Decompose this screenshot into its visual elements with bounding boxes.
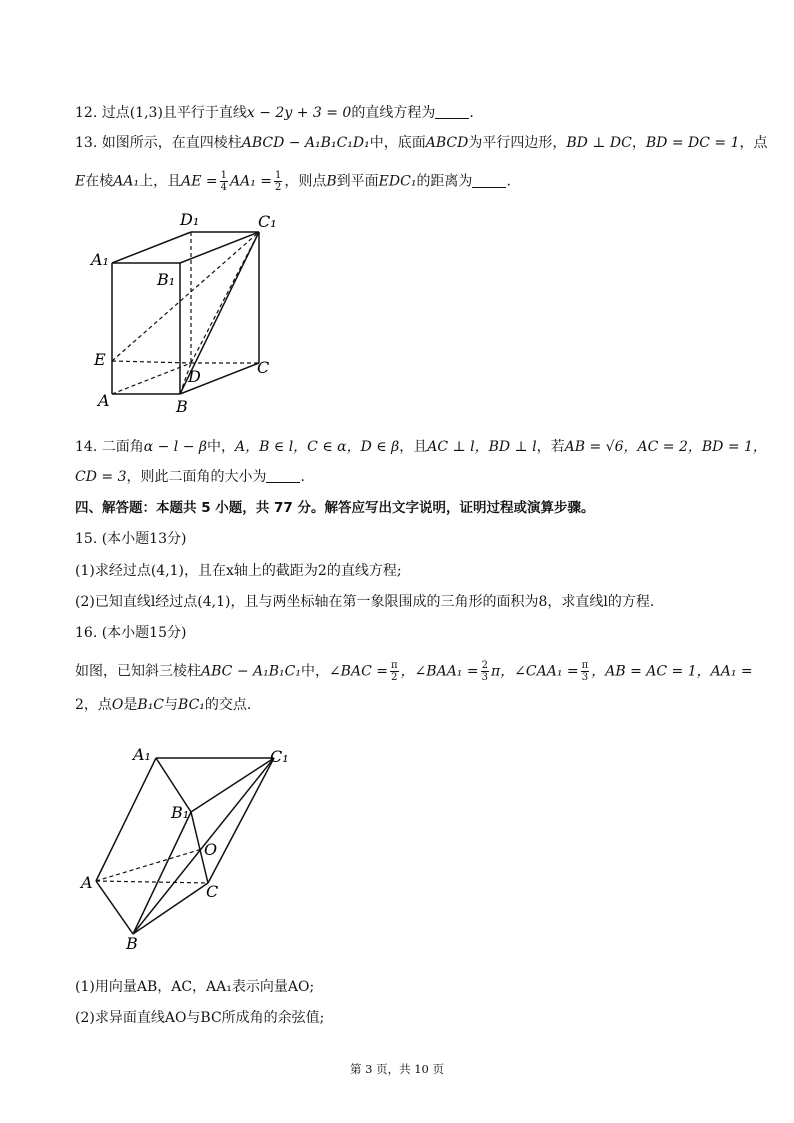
question-14-line1 (75, 437, 767, 457)
q13-point: E (75, 173, 86, 190)
q14-text: 中， (207, 439, 236, 455)
q15-part1: (1)求经过点(4,1)，且在x轴上的截距为2的直线方程; (75, 563, 402, 579)
q16-text: 如图，已知斜三棱柱 (75, 663, 201, 680)
question-16-line1 (75, 660, 753, 683)
q14-value: ，BD = 1， (687, 439, 767, 455)
fraction-den: 2 (274, 182, 282, 193)
question-13-line2 (75, 170, 511, 193)
q16-heading: 16. (本小题15分) (75, 625, 187, 641)
q16-segment: B₁C (137, 697, 165, 713)
fraction (220, 170, 228, 193)
fraction-num: π (581, 660, 589, 671)
q16-pi: π (490, 663, 501, 680)
q16-text: 与 (164, 697, 179, 713)
label-B1: B₁ (157, 270, 176, 289)
q15-heading: 15. (本小题13分) (75, 531, 187, 547)
label-D1: D₁ (180, 210, 200, 229)
q13-text: 的距离为 (416, 173, 473, 190)
q13-text: 中，底面 (369, 135, 426, 151)
label-C: C (257, 358, 270, 377)
answer-blank (266, 468, 300, 483)
prism-figure (88, 205, 288, 417)
q14-text: ，且 (399, 439, 428, 455)
q14-end: . (300, 469, 305, 485)
question-16-line2 (75, 695, 251, 715)
q16-part2: (2)求异面直线AO与BC所成角的余弦值; (75, 1010, 325, 1026)
label-A1: A₁ (133, 745, 151, 764)
question-14-line2 (75, 467, 305, 487)
label-C: C (206, 882, 219, 901)
label-B1: B₁ (171, 803, 190, 822)
q12-equation: x − 2y + 3 = 0 (246, 105, 352, 121)
q15-part2: (2)已知直线l经过点(4,1)，且与两坐标轴在第一象限围成的三角形的面积为8，求直线l的方程. (75, 594, 655, 610)
label-C1: C₁ (270, 747, 289, 766)
q14-dihedral: α − l − β (143, 439, 208, 455)
q13-point: B (326, 173, 337, 190)
q14-value: ，AC = 2 (623, 439, 688, 455)
q13-base: ABCD (425, 135, 469, 151)
answer-blank (435, 104, 469, 119)
oblique-prism-diagram (78, 738, 298, 950)
label-B: B (176, 397, 188, 416)
label-C1: C₁ (258, 212, 277, 231)
fraction-den: 3 (481, 672, 488, 683)
q14-value: CD = 3 (75, 469, 127, 485)
q16-text: 中， (300, 663, 329, 680)
q13-condition: BD = DC = 1 (645, 135, 740, 151)
q13-prism: ABCD − A₁B₁C₁D₁ (241, 135, 370, 151)
label-O: O (204, 840, 218, 859)
q16-text: 的交点. (204, 697, 252, 713)
fraction-num: 1 (220, 170, 227, 181)
fraction-den: 3 (581, 672, 589, 683)
q16-angle: ，∠CAA₁ = (500, 663, 579, 680)
q14-cond: AC ⊥ l (427, 439, 475, 455)
label-A1: A₁ (91, 250, 109, 269)
q13-plane: EDC₁ (378, 173, 417, 190)
q13-text: 到平面 (336, 173, 379, 190)
q16-part1: (1)用向量AB，AC，AA₁表示向量AO; (75, 979, 315, 995)
q12-text: 12. 过点(1,3)且平行于直线 (75, 105, 247, 121)
q13-text: ，点 (739, 135, 768, 151)
label-A: A (81, 873, 93, 892)
fraction-den: 4 (220, 182, 227, 193)
page-footer: 第 3 页，共 10 页 (349, 1062, 445, 1076)
q12-text-post: 的直线方程为 (351, 105, 436, 121)
q14-cond: ，BD ⊥ l (474, 439, 537, 455)
label-B: B (126, 934, 138, 950)
q16-point: O (111, 697, 124, 713)
q13-edge: AA₁ (113, 173, 140, 190)
q16-prism: ABC − A₁B₁C₁ (201, 663, 301, 680)
question-13-line1: 13. 如图所示，在直四棱柱ABCD − A₁B₁C₁D₁中，底面ABCD为平行四边形，BD ⊥ DC，BD = DC = 1，点 (75, 135, 768, 151)
q13-expr: AA₁ = (229, 173, 272, 190)
label-E: E (94, 350, 106, 369)
q14-text: 14. 二面角 (75, 439, 144, 455)
q16-text: 2，点 (75, 697, 112, 713)
section-heading: 四、解答题：本题共 5 小题，共 77 分。解答应写出文字说明，证明过程或演算步骤。 (75, 500, 595, 516)
q14-text: ，若 (536, 439, 565, 455)
fraction (481, 660, 489, 683)
fraction-den: 2 (391, 672, 398, 683)
q13-end: . (506, 173, 511, 190)
q13-condition: BD ⊥ DC (566, 135, 632, 151)
q13-text: 为平行四边形， (468, 135, 567, 151)
fraction-num: π (390, 660, 398, 671)
q16-text: 是 (123, 697, 138, 713)
question-12 (75, 103, 474, 123)
q14-value: AB = √6 (564, 439, 624, 455)
label-D: D (188, 367, 201, 386)
fraction (274, 170, 282, 193)
q16-value: ，AB = AC = 1，AA₁ = (591, 663, 753, 680)
q14-cond: ，C ∈ α (293, 439, 347, 455)
prism-diagram (88, 205, 288, 417)
q14-cond: ，D ∈ β (346, 439, 400, 455)
oblique-prism-figure (78, 738, 298, 950)
q12-end: . (469, 105, 474, 121)
q14-text: ，则此二面角的大小为 (126, 469, 267, 485)
q13-text: ，则点 (284, 173, 327, 190)
answer-blank (472, 173, 506, 188)
fraction (390, 660, 399, 683)
fraction-num: 2 (481, 660, 488, 671)
q16-segment: BC₁ (178, 697, 205, 713)
q16-angle: ，∠BAA₁ = (400, 663, 479, 680)
q14-point: A (235, 439, 246, 455)
q13-text: 在棱 (85, 173, 114, 190)
fraction (581, 660, 590, 683)
q13-text: 13. 如图所示，在直四棱柱 (75, 135, 242, 151)
q13-expr: AE = (181, 173, 218, 190)
q16-angle: ∠BAC = (328, 663, 388, 680)
q13-text: 上，且 (139, 173, 182, 190)
label-A: A (98, 391, 110, 410)
q14-cond: ，B ∈ l (245, 439, 294, 455)
fraction-num: 1 (274, 170, 282, 181)
